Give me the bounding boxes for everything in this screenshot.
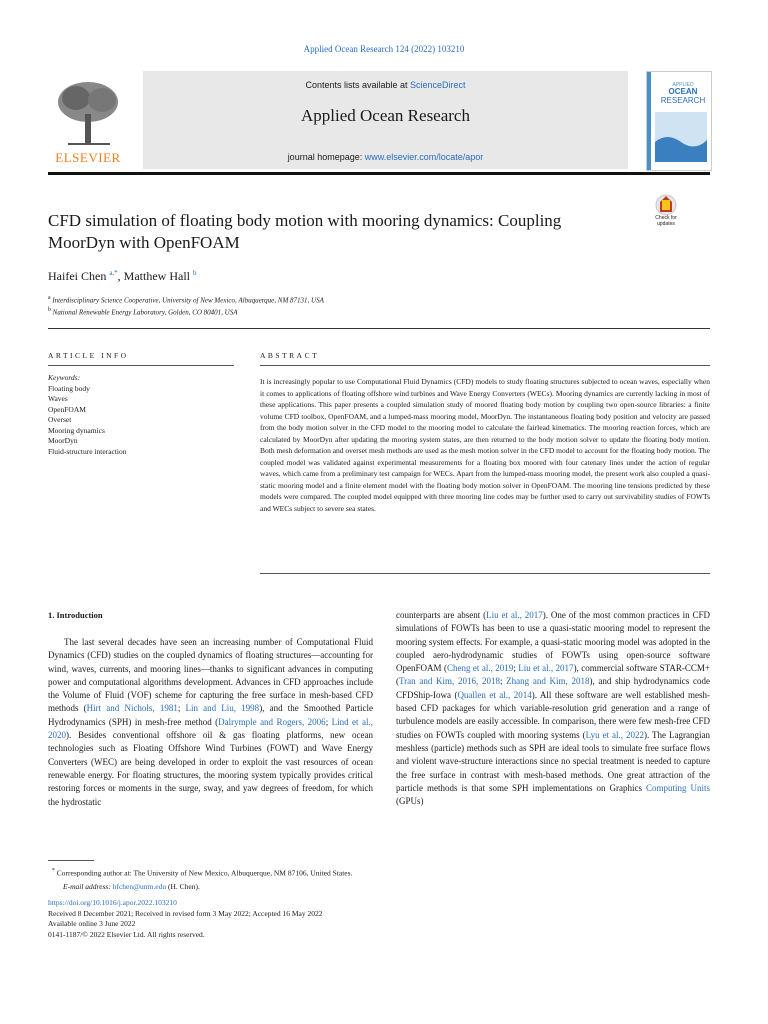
- intro-text: ;: [177, 703, 186, 714]
- intro-text: ;: [325, 716, 332, 727]
- intro-text: ). One of the most common practices in CFD simulations of FOWTs has been to use a quasi-static mooring model to represent the mooring system effects. For example, a quasi-static mooring model was adopted in the coupled aero-hydrodynamic studies of FOWTs using open-source software OpenFOAM (: [396, 610, 710, 674]
- contents-prefix: Contents lists available at: [305, 80, 411, 90]
- affil-a-mark: a: [48, 295, 51, 301]
- header-divider: [48, 172, 710, 175]
- copyright: 0141-1187/© 2022 Elsevier Ltd. All rights reserved.: [48, 929, 205, 939]
- homepage-line: [143, 152, 628, 162]
- intro-text: ), and the Smoothed Particle Hydrodynamics (SPH) in mesh-free method (: [48, 703, 373, 727]
- intro-left-column: [48, 636, 373, 809]
- corresponding-text: Corresponding author at: The University of New Mexico, Albuquerque, NM 87106, United States.: [56, 868, 353, 878]
- intro-text: counterparts are absent (: [396, 610, 487, 620]
- intro-text: (GPUs): [396, 796, 424, 807]
- homepage-prefix: journal homepage:: [287, 152, 365, 162]
- abstract-rule: [260, 365, 710, 366]
- paper-title: CFD simulation of floating body motion with mooring dynamics: Coupling MoorDyn with OpenFOAM: [48, 211, 562, 252]
- footnote: [48, 864, 352, 893]
- affiliation-b: [48, 307, 238, 316]
- contents-line: [143, 80, 628, 90]
- affil-a-text: Interdisciplinary Science Cooperative, University of New Mexico, Albuquerque, NM 87131, USA: [52, 296, 324, 305]
- intro-text: ). Besides conventional offshore oil & gas floating platforms, new ocean technologies such as Floating Offshore Wind Turbines (FOWT) and Wave Energy Converters (WEC) are being developed in order to exploit the vast resources of ocean renewable energy. For floating structures, the mooring system typically provides critical restoring forces or moments in the surge, sway, and yaw degrees of freedom, for which the hydrostatic: [48, 730, 373, 807]
- available-online: Available online 3 June 2022: [48, 919, 136, 928]
- keyword-item: Fluid-structure interaction: [48, 446, 127, 456]
- keyword-item: OpenFOAM: [48, 404, 86, 414]
- intro-text: ). All these software are well established mesh-based CFD packages for which variable-resolution grid generation and a range of turbulence models are easily accessible. In comparison, there were few mesh-free CFD studies on FOWTs coupled with mooring systems (: [396, 689, 710, 740]
- intro-text: ). The Lagrangian meshless (particle) methods such as SPH are ideal tools to simulate free surface flows and violent wave-structure interactions since no special treatment is needed to capture the free surface in contrast with mesh-based methods. One great attraction of the particle methods is that some SPH implementations on Graphics: [396, 729, 710, 793]
- citation-link[interactable]: Lin and Liu, 1998: [185, 703, 260, 714]
- affil-b-text: National Renewable Energy Laboratory, Golden, CO 80401, USA: [52, 308, 238, 317]
- intro-text: ;: [499, 676, 507, 687]
- elsevier-wordmark: ELSEVIER: [55, 150, 121, 165]
- keyword-item: Mooring dynamics: [48, 425, 105, 435]
- author-1: Haifei Chen: [48, 269, 107, 283]
- keyword-item: Floating body: [48, 383, 90, 393]
- author-2: Matthew Hall: [123, 269, 190, 283]
- keywords-label: Keywords:: [48, 373, 81, 382]
- citation-link[interactable]: Tran and Kim, 2016, 2018: [399, 676, 500, 687]
- abstract-text: It is increasingly popular to use Computational Fluid Dynamics (CFD) models to study floating structures subjected to ocean waves, especially when it comes to applications of floating offshore wind turbines and Wave Energy Converters (WECs). Mooring dynamics are currently lacking in most of these applications. This paper presents a coupled simulation study of moored floating body motion by coupling two open-source libraries: a finite volume CFD toolbox, OpenFOAM, and a lumped-mass mooring model, MoorDyn. The instantaneous floating body position and velocity are passed from the body motion solver in the CFD model to the mooring model to calculate the fairlead kinematics. The mooring reaction forces, which are calculated by MoorDyn after updating the mooring system states, are then returned to the body motion solver to update the floating body motion. Both mesh deformation and overset mesh methods are used as the mesh motion solver in the CFD model to account for the floating body motion. The coupled model was validated against experimental measurements for a floating box moored with four catenary lines under the action of regular waves, which came from a preliminary test campaign for WECs. Apart from the lumped-mass mooring model, the present work also coupled a quasi-static mooring model and a finite element model with the floating body motion solver in OpenFOAM. The mooring line tensions predicted by these models were compared. The coupled model equipped with three mooring line codes may be further used to carry out survivability studies of FOWTs and WECs subject to severe sea states.: [260, 377, 710, 513]
- journal-reference-link[interactable]: Applied Ocean Research 124 (2022) 103210: [303, 44, 465, 54]
- email-suffix: (H. Chen).: [166, 881, 200, 891]
- keyword-item: Waves: [48, 394, 68, 403]
- glossary-link[interactable]: Computing Units: [645, 782, 710, 793]
- cover-line3: RESEARCH: [660, 96, 706, 105]
- intro-paragraph-1: [48, 636, 373, 809]
- citation-link[interactable]: Quallen et al., 2014: [457, 689, 532, 700]
- received-dates: Received 8 December 2021; Received in revised form 3 May 2022; Accepted 16 May 2022: [48, 908, 323, 918]
- footnote-star: *: [51, 867, 55, 874]
- affiliation-a: [48, 295, 324, 304]
- cover-line2: OCEAN: [668, 87, 698, 96]
- crossmark-label: Check for updates: [655, 215, 677, 227]
- author-2-affil[interactable]: b: [193, 269, 197, 277]
- author-1-affil[interactable]: a,*: [109, 269, 118, 277]
- journal-cover-image[interactable]: [646, 71, 712, 171]
- keywords-list: [48, 373, 127, 457]
- sciencedirect-link[interactable]: ScienceDirect: [410, 80, 466, 90]
- affil-b-mark: b: [48, 307, 51, 313]
- citation-link[interactable]: Cheng et al., 2019: [446, 663, 514, 674]
- corresponding-author-note: [48, 864, 352, 880]
- article-info-heading: ARTICLE INFO: [48, 351, 129, 360]
- journal-title[interactable]: Applied Ocean Research: [301, 106, 470, 125]
- doi-link[interactable]: https://doi.org/10.1016/j.apor.2022.103210: [48, 898, 177, 907]
- abstract-end-rule: [260, 573, 710, 574]
- keyword-item: MoorDyn: [48, 436, 78, 445]
- homepage-link[interactable]: www.elsevier.com/locate/apor: [364, 152, 484, 162]
- author-sep: ,: [117, 269, 124, 283]
- email-label: E-mail address:: [63, 881, 113, 891]
- cover-art: [647, 72, 711, 170]
- abstract-heading: ABSTRACT: [260, 351, 320, 360]
- citation-link[interactable]: Lyu et al., 2022: [585, 729, 644, 740]
- citation-link[interactable]: Lind et al., 2020: [48, 716, 373, 741]
- intro-right-column: [396, 609, 710, 808]
- citation-link[interactable]: Liu et al., 2017: [486, 610, 543, 620]
- footnote-rule: [48, 860, 94, 861]
- citation-link[interactable]: Zhang and Kim, 2018: [506, 676, 590, 687]
- author-list: [48, 269, 197, 284]
- intro-text: ), and ship hydrodynamics code CFDShip-Iowa (: [396, 676, 710, 700]
- intro-text: ), commercial software STAR-CCM+ (: [396, 663, 710, 687]
- intro-text: ;: [513, 663, 519, 674]
- citation-link[interactable]: Liu et al., 2017: [518, 663, 574, 674]
- email-line: [48, 880, 352, 893]
- article-info-rule: [48, 365, 234, 366]
- intro-text: The last several decades have seen an increasing number of Computational Fluid Dynamics (CFD) studies on the coupled dynamics of floating structures—accounting for wind, waves, currents, and mooring lines—thanks to significant advances in computing power and computational algorithms development. Advances in CFD approaches include the Volume of Fluid (VOF) scheme for capturing the free surface in mesh-based CFD methods (: [48, 637, 373, 714]
- cover-line1: APPLIED: [672, 82, 694, 88]
- citation-link[interactable]: Hirt and Nichols, 1981: [86, 703, 178, 714]
- doi-block: [48, 898, 323, 940]
- email-link[interactable]: hfchen@unm.edu: [112, 881, 167, 891]
- citation-link[interactable]: Dalrymple and Rogers, 2006: [218, 716, 326, 727]
- intro-paragraph-cont: [396, 609, 710, 808]
- keyword-item: Overset: [48, 415, 72, 424]
- introduction-heading: 1. Introduction: [48, 610, 103, 620]
- check-for-updates-badge[interactable]: [648, 192, 684, 228]
- section-divider: [48, 328, 710, 329]
